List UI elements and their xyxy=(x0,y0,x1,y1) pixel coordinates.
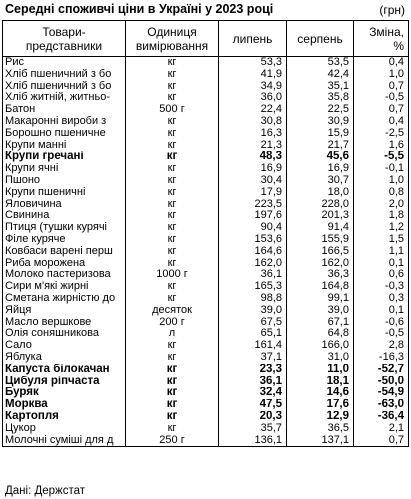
header-change xyxy=(354,21,409,57)
table-row xyxy=(3,140,409,152)
cell-july: 90,4 xyxy=(219,222,287,234)
cell-unit: кг xyxy=(126,116,219,128)
cell-unit: кг xyxy=(126,423,219,435)
cell-unit: десяток xyxy=(126,305,219,317)
cell-change: 1,1 xyxy=(354,246,409,258)
cell-change: -16,3 xyxy=(354,352,409,364)
cell-august: 30,7 xyxy=(287,175,354,187)
header-change-line1: Зміна, xyxy=(369,24,404,39)
cell-august: 14,6 xyxy=(287,387,354,399)
header-row xyxy=(3,21,409,57)
cell-item-name: Макаронні вироби з xyxy=(3,116,126,128)
table-row xyxy=(3,69,409,81)
cell-unit: л xyxy=(126,328,219,340)
cell-august: 67,1 xyxy=(287,317,354,329)
cell-july: 17,9 xyxy=(219,187,287,199)
table-row xyxy=(3,435,409,447)
cell-change: -36,4 xyxy=(354,411,409,423)
cell-change: -0,6 xyxy=(354,317,409,329)
table-row xyxy=(3,423,409,435)
cell-august: 137,1 xyxy=(287,435,354,447)
cell-change: 1,5 xyxy=(354,234,409,246)
table-row xyxy=(3,258,409,270)
header-unit xyxy=(126,21,219,57)
table-row xyxy=(3,92,409,104)
cell-item-name: Цибуля ріпчаста xyxy=(3,376,126,388)
table-row xyxy=(3,163,409,175)
cell-item-name: Картопля xyxy=(3,411,126,423)
table-row xyxy=(3,376,409,388)
cell-change: 1,8 xyxy=(354,210,409,222)
cell-unit: кг xyxy=(126,246,219,258)
cell-august: 166,5 xyxy=(287,246,354,258)
cell-change: 0,1 xyxy=(354,258,409,270)
cell-change: 0,3 xyxy=(354,293,409,305)
cell-item-name: Крупи манні xyxy=(3,140,126,152)
cell-july: 197,6 xyxy=(219,210,287,222)
cell-item-name: Рис xyxy=(3,57,126,69)
table-row xyxy=(3,128,409,140)
cell-august: 31,0 xyxy=(287,352,354,364)
table-row xyxy=(3,57,409,69)
cell-change: -63,0 xyxy=(354,399,409,411)
cell-unit: 200 г xyxy=(126,317,219,329)
cell-item-name: Сири м'які жирні xyxy=(3,281,126,293)
cell-july: 34,9 xyxy=(219,81,287,93)
table-row xyxy=(3,104,409,116)
cell-august: 164,8 xyxy=(287,281,354,293)
cell-unit: кг xyxy=(126,293,219,305)
cell-item-name: Батон xyxy=(3,104,126,116)
cell-unit: кг xyxy=(126,399,219,411)
cell-item-name: Яблука xyxy=(3,352,126,364)
cell-item-name: Риба морожена xyxy=(3,258,126,270)
cell-unit: кг xyxy=(126,352,219,364)
cell-august: 21,7 xyxy=(287,140,354,152)
cell-item-name: Яловичина xyxy=(3,199,126,211)
cell-unit: кг xyxy=(126,81,219,93)
header-august: серпень xyxy=(287,21,354,57)
cell-change: 0,7 xyxy=(354,435,409,447)
cell-july: 153,6 xyxy=(219,234,287,246)
cell-item-name: Хліб пшеничний з бо xyxy=(3,81,126,93)
table-row xyxy=(3,222,409,234)
cell-august: 15,9 xyxy=(287,128,354,140)
header-unit-line2: вимірювання xyxy=(135,38,209,53)
cell-august: 201,3 xyxy=(287,210,354,222)
cell-unit: кг xyxy=(126,258,219,270)
cell-unit: кг xyxy=(126,340,219,352)
cell-july: 136,1 xyxy=(219,435,287,447)
table-row xyxy=(3,328,409,340)
cell-unit: кг xyxy=(126,234,219,246)
cell-change: 1,2 xyxy=(354,222,409,234)
cell-august: 18,0 xyxy=(287,187,354,199)
table-row xyxy=(3,399,409,411)
cell-item-name: Крупи гречані xyxy=(3,151,126,163)
cell-change: -50,0 xyxy=(354,376,409,388)
cell-july: 65,1 xyxy=(219,328,287,340)
cell-july: 32,4 xyxy=(219,387,287,399)
cell-item-name: Молоко пастеризова xyxy=(3,269,126,281)
cell-august: 53,5 xyxy=(287,57,354,69)
cell-july: 23,3 xyxy=(219,364,287,376)
cell-unit: кг xyxy=(126,92,219,104)
table-row xyxy=(3,411,409,423)
cell-change: 0,7 xyxy=(354,104,409,116)
cell-august: 91,4 xyxy=(287,222,354,234)
cell-july: 22,4 xyxy=(219,104,287,116)
cell-july: 16,3 xyxy=(219,128,287,140)
cell-unit: 1000 г xyxy=(126,269,219,281)
cell-unit: кг xyxy=(126,175,219,187)
cell-july: 67,5 xyxy=(219,317,287,329)
cell-item-name: Капуста білокачан xyxy=(3,364,126,376)
cell-july: 21,3 xyxy=(219,140,287,152)
title-text: Середні споживчі ціни в Україні у 2023 році xyxy=(5,2,274,16)
cell-change: 1,0 xyxy=(354,175,409,187)
cell-unit: кг xyxy=(126,163,219,175)
cell-august: 99,1 xyxy=(287,293,354,305)
cell-unit: кг xyxy=(126,69,219,81)
table-title xyxy=(5,2,409,18)
cell-unit: кг xyxy=(126,57,219,69)
cell-august: 36,5 xyxy=(287,423,354,435)
cell-unit: кг xyxy=(126,222,219,234)
cell-unit: кг xyxy=(126,281,219,293)
cell-item-name: Сало xyxy=(3,340,126,352)
cell-august: 36,3 xyxy=(287,269,354,281)
cell-unit: кг xyxy=(126,364,219,376)
table-row xyxy=(3,269,409,281)
table-row xyxy=(3,305,409,317)
cell-july: 41,9 xyxy=(219,69,287,81)
cell-change: -2,5 xyxy=(354,128,409,140)
cell-july: 223,5 xyxy=(219,199,287,211)
cell-change: -54,9 xyxy=(354,387,409,399)
cell-item-name: Масло вершкове xyxy=(3,317,126,329)
table-row xyxy=(3,281,409,293)
cell-item-name: Хліб пшеничний з бо xyxy=(3,69,126,81)
prices-table xyxy=(2,20,409,447)
cell-august: 45,6 xyxy=(287,151,354,163)
cell-change: 2,8 xyxy=(354,340,409,352)
cell-july: 30,4 xyxy=(219,175,287,187)
cell-item-name: Свинина xyxy=(3,210,126,222)
cell-change: 0,7 xyxy=(354,81,409,93)
cell-august: 162,0 xyxy=(287,258,354,270)
cell-item-name: Цукор xyxy=(3,423,126,435)
cell-unit: кг xyxy=(126,411,219,423)
table-row xyxy=(3,151,409,163)
cell-change: -0,3 xyxy=(354,281,409,293)
table-row xyxy=(3,210,409,222)
cell-july: 39,0 xyxy=(219,305,287,317)
cell-change: -0,5 xyxy=(354,328,409,340)
cell-july: 162,0 xyxy=(219,258,287,270)
cell-unit: 250 г xyxy=(126,435,219,447)
table-row xyxy=(3,175,409,187)
cell-august: 155,9 xyxy=(287,234,354,246)
header-unit-line1: Одиниця xyxy=(147,24,197,39)
header-item xyxy=(3,21,126,57)
cell-change: 1,0 xyxy=(354,69,409,81)
cell-august: 16,9 xyxy=(287,163,354,175)
table-row xyxy=(3,293,409,305)
table-row xyxy=(3,317,409,329)
cell-unit: кг xyxy=(126,151,219,163)
cell-change: 0,8 xyxy=(354,187,409,199)
cell-july: 48,3 xyxy=(219,151,287,163)
cell-item-name: Хліб житній, житньо- xyxy=(3,92,126,104)
table-row xyxy=(3,387,409,399)
cell-item-name: Олія соняшникова xyxy=(3,328,126,340)
cell-item-name: Ковбаси варені перш xyxy=(3,246,126,258)
cell-august: 30,9 xyxy=(287,116,354,128)
cell-change: 2,1 xyxy=(354,423,409,435)
cell-item-name: Морква xyxy=(3,399,126,411)
header-july: липень xyxy=(219,21,287,57)
cell-item-name: Сметана жирністю до xyxy=(3,293,126,305)
header-item-line1: Товари- xyxy=(42,24,86,39)
cell-july: 98,8 xyxy=(219,293,287,305)
cell-change: -0,1 xyxy=(354,163,409,175)
cell-july: 30,8 xyxy=(219,116,287,128)
cell-august: 11,0 xyxy=(287,364,354,376)
cell-july: 53,3 xyxy=(219,57,287,69)
cell-august: 35,1 xyxy=(287,81,354,93)
cell-item-name: Птиця (тушки курячі xyxy=(3,222,126,234)
cell-august: 64,8 xyxy=(287,328,354,340)
cell-july: 36,1 xyxy=(219,269,287,281)
table-row xyxy=(3,199,409,211)
cell-august: 17,6 xyxy=(287,399,354,411)
cell-july: 37,1 xyxy=(219,352,287,364)
cell-unit: кг xyxy=(126,140,219,152)
table-row xyxy=(3,81,409,93)
cell-july: 36,1 xyxy=(219,376,287,388)
cell-august: 228,0 xyxy=(287,199,354,211)
cell-change: -52,7 xyxy=(354,364,409,376)
cell-item-name: Молочні суміші для д xyxy=(3,435,126,447)
table-row xyxy=(3,364,409,376)
cell-change: 2,0 xyxy=(354,199,409,211)
cell-july: 16,9 xyxy=(219,163,287,175)
cell-item-name: Борошно пшеничне xyxy=(3,128,126,140)
cell-august: 35,8 xyxy=(287,92,354,104)
cell-july: 47,5 xyxy=(219,399,287,411)
cell-july: 36,0 xyxy=(219,92,287,104)
cell-item-name: Крупи пшеничні xyxy=(3,187,126,199)
cell-item-name: Буряк xyxy=(3,387,126,399)
cell-august: 22,5 xyxy=(287,104,354,116)
cell-change: 0,1 xyxy=(354,305,409,317)
table-row xyxy=(3,340,409,352)
cell-change: 0,4 xyxy=(354,116,409,128)
cell-august: 12,9 xyxy=(287,411,354,423)
cell-change: 1,6 xyxy=(354,140,409,152)
cell-july: 35,7 xyxy=(219,423,287,435)
cell-unit: 500 г xyxy=(126,104,219,116)
table-row xyxy=(3,234,409,246)
cell-july: 164,6 xyxy=(219,246,287,258)
cell-august: 39,0 xyxy=(287,305,354,317)
cell-item-name: Пшоно xyxy=(3,175,126,187)
table-row xyxy=(3,246,409,258)
cell-change: 0,6 xyxy=(354,269,409,281)
cell-change: -0,5 xyxy=(354,92,409,104)
cell-august: 18,1 xyxy=(287,376,354,388)
cell-item-name: Яйця xyxy=(3,305,126,317)
cell-july: 161,4 xyxy=(219,340,287,352)
cell-change: -5,5 xyxy=(354,151,409,163)
cell-unit: кг xyxy=(126,376,219,388)
table-row xyxy=(3,352,409,364)
cell-item-name: Крупи ячні xyxy=(3,163,126,175)
table-row xyxy=(3,116,409,128)
table-body xyxy=(3,57,409,447)
header-item-line2: представники xyxy=(25,38,103,53)
cell-july: 20,3 xyxy=(219,411,287,423)
cell-item-name: Філе куряче xyxy=(3,234,126,246)
source-note: Дані: Держстат xyxy=(5,485,86,497)
cell-change: 0,4 xyxy=(354,57,409,69)
cell-august: 42,4 xyxy=(287,69,354,81)
table-row xyxy=(3,187,409,199)
cell-unit: кг xyxy=(126,187,219,199)
cell-august: 166,0 xyxy=(287,340,354,352)
cell-unit: кг xyxy=(126,387,219,399)
cell-unit: кг xyxy=(126,210,219,222)
cell-unit: кг xyxy=(126,199,219,211)
currency-unit-note: (грн) xyxy=(379,3,405,17)
cell-unit: кг xyxy=(126,128,219,140)
header-change-line2: % xyxy=(393,38,404,53)
cell-july: 165,3 xyxy=(219,281,287,293)
